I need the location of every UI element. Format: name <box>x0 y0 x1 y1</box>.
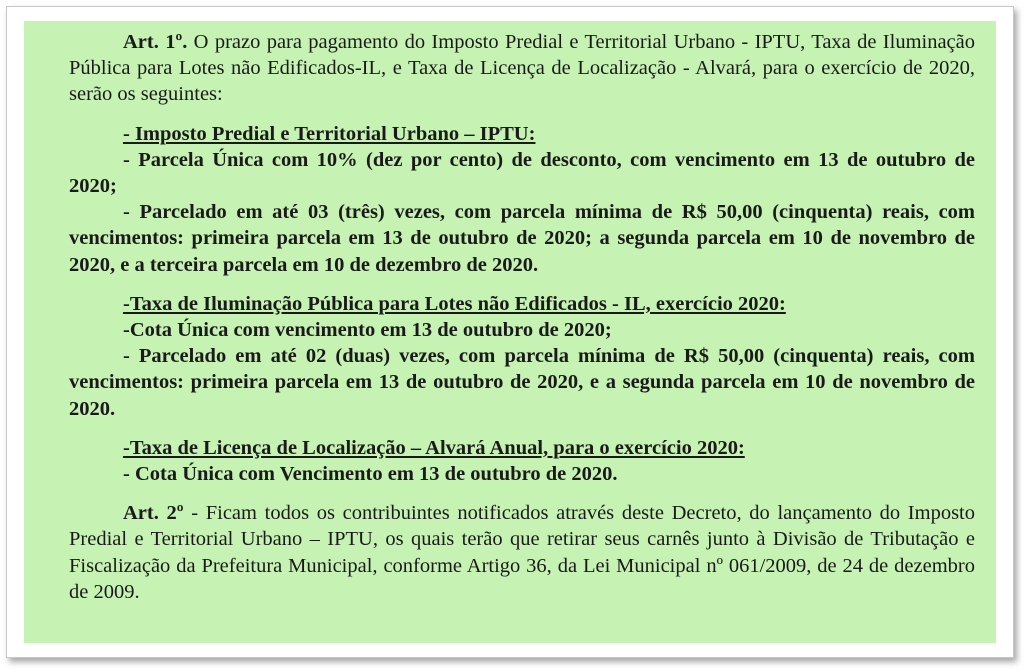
decree-text <box>69 29 975 605</box>
iptu-item-installments: - Parcelado em até 03 (três) vezes, com parcela mínima de R$ 50,00 (cinquenta) reais, com vencimentos: primeira parcela em 13 de outubro de 2020; a segunda parcela em 10 de novembro de 2020, e a terceira parcela em 10 de dezembro de 2020. <box>69 201 975 276</box>
article-2-label: Art. 2º <box>123 502 184 525</box>
alvara-heading: -Taxa de Licença de Localização – Alvará Anual, para o exercício 2020: <box>123 436 745 459</box>
article-2-text: - Ficam todos os contribuintes notificados através deste Decreto, do lançamento do Imposto Predial e Territorial Urbano – IPTU, os quais terão que retirar seus carnês junto à Divisão de Tributação e Fiscalização da Prefeitura Municipal, conforme Artigo 36, da Lei Municipal nº 061/2009, de 24 de dezembro de 2009. <box>69 502 975 603</box>
document-frame <box>6 6 1014 658</box>
il-item-single-quota: -Cota Única com vencimento em 13 de outubro de 2020; <box>123 319 612 342</box>
article-1-text: O prazo para pagamento do Imposto Predial e Territorial Urbano - IPTU, Taxa de Iluminação Pública para Lotes não Edificados-IL, e Taxa de Licença de Localização - Alvará, para o exercício de 2020, serão os seguintes: <box>69 31 976 106</box>
il-heading: -Taxa de Iluminação Pública para Lotes não Edificados - IL, exercício 2020: <box>123 292 786 315</box>
decree-panel <box>24 21 996 643</box>
iptu-item-single-payment: - Parcela Única com 10% (dez por cento) de desconto, com vencimento em 13 de outubro de 2020; <box>69 148 975 198</box>
il-item-installments: - Parcelado em até 02 (duas) vezes, com parcela mínima de R$ 50,00 (cinquenta) reais, com vencimentos: primeira parcela em 13 de outubro de 2020, e a segunda parcela em 10 de novembro de 2020. <box>69 345 975 420</box>
article-1-label: Art. 1º. <box>123 31 188 53</box>
article-1 <box>69 29 975 108</box>
alvara-item-single-quota: - Cota Única com Vencimento em 13 de outubro de 2020. <box>123 463 618 486</box>
article-2 <box>69 500 975 605</box>
iptu-heading: - Imposto Predial e Territorial Urbano – IPTU: <box>123 122 536 145</box>
